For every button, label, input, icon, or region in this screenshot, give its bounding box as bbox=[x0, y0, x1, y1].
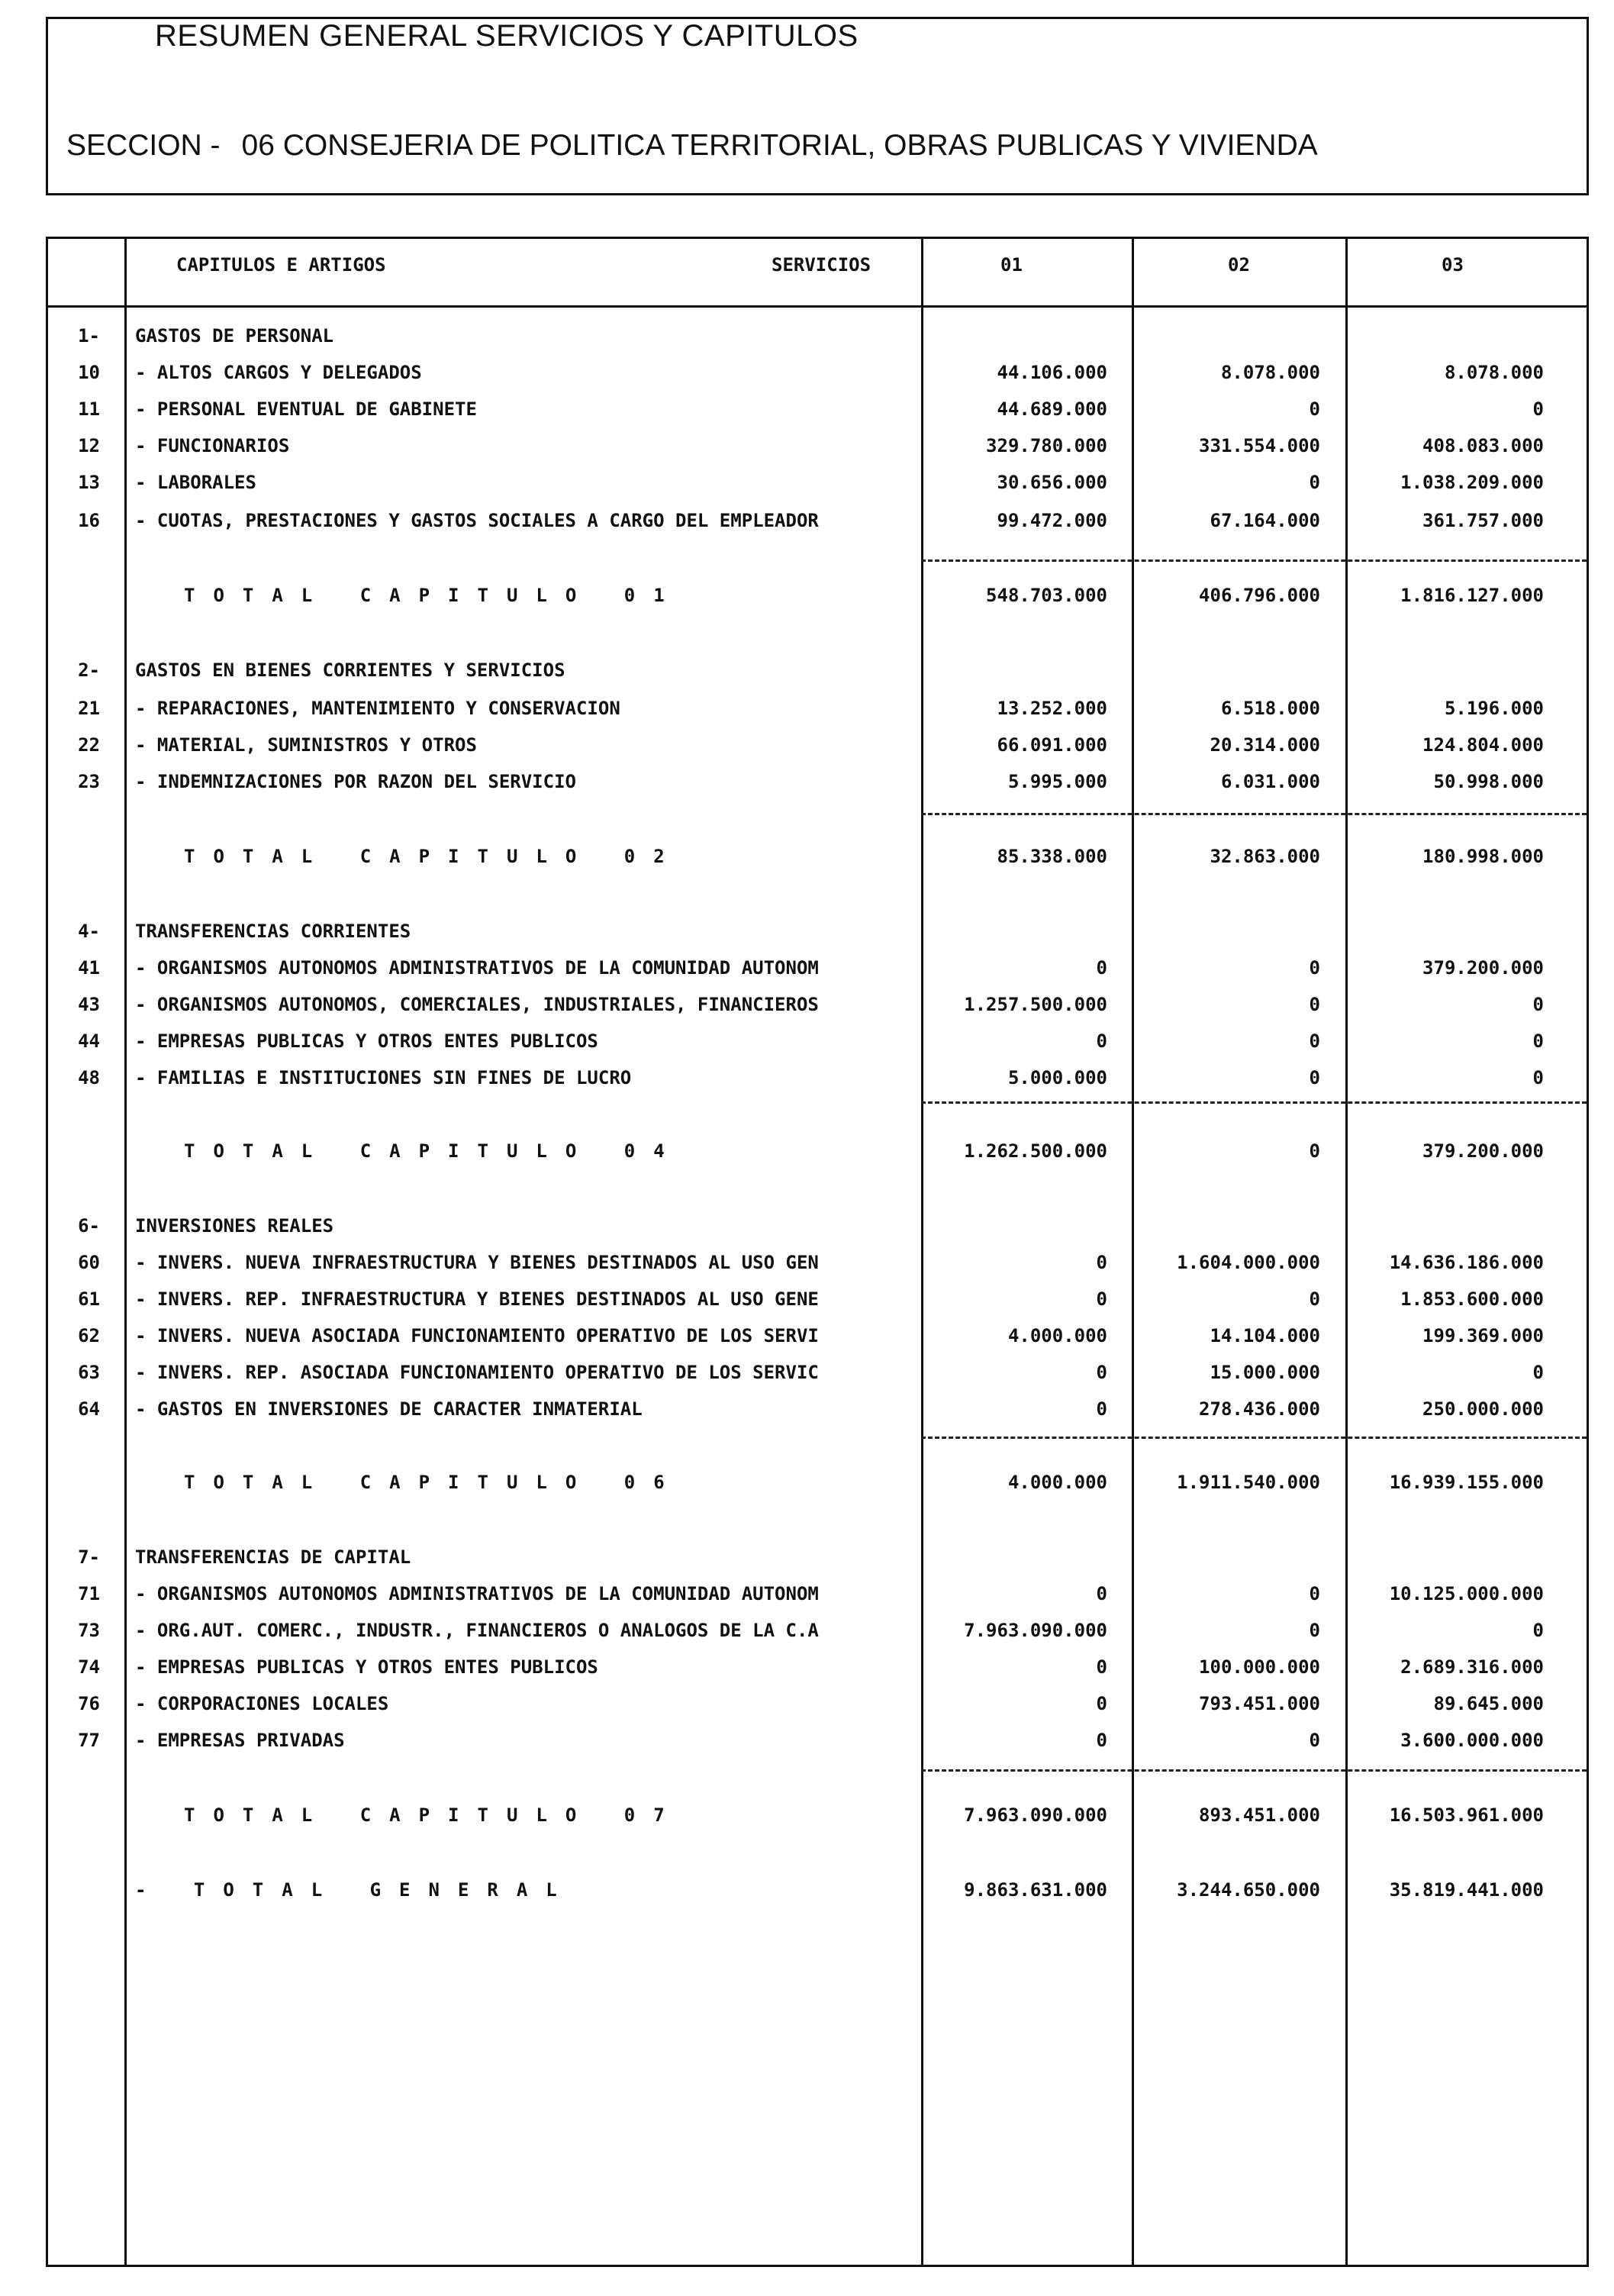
value-service-02: 0 bbox=[1309, 1067, 1320, 1088]
value-service-02: 893.451.000 bbox=[1199, 1804, 1320, 1826]
chapter-total-row bbox=[48, 1800, 1587, 1830]
row-description: - CORPORACIONES LOCALES bbox=[135, 1693, 389, 1714]
chapter-heading-row bbox=[48, 321, 1587, 351]
article-row bbox=[48, 1688, 1587, 1719]
row-description: TOTAL CAPITULO 02 bbox=[184, 846, 683, 867]
value-service-01: 66.091.000 bbox=[997, 734, 1107, 756]
value-service-01: 0 bbox=[1096, 1030, 1107, 1052]
value-service-01: 1.257.500.000 bbox=[964, 994, 1107, 1015]
article-row bbox=[48, 730, 1587, 760]
row-code: 13 bbox=[78, 472, 100, 493]
row-description: TOTAL CAPITULO 01 bbox=[184, 585, 683, 606]
row-description: TOTAL CAPITULO 06 bbox=[184, 1472, 683, 1493]
value-service-01: 0 bbox=[1096, 1288, 1107, 1310]
value-service-01: 44.106.000 bbox=[997, 362, 1107, 383]
row-code: 16 bbox=[78, 510, 100, 531]
value-service-02: 0 bbox=[1309, 398, 1320, 420]
row-description: INVERSIONES REALES bbox=[135, 1215, 334, 1237]
value-service-01: 0 bbox=[1096, 1362, 1107, 1383]
chapter-heading-row bbox=[48, 1542, 1587, 1572]
value-service-01: 99.472.000 bbox=[997, 510, 1107, 531]
article-row bbox=[48, 953, 1587, 983]
column-header-03: 03 bbox=[1442, 254, 1464, 276]
value-service-03: 180.998.000 bbox=[1422, 846, 1544, 867]
value-service-01: 7.963.090.000 bbox=[964, 1804, 1107, 1826]
article-row bbox=[48, 1247, 1587, 1278]
row-code: 22 bbox=[78, 734, 100, 756]
value-service-02: 0 bbox=[1309, 957, 1320, 979]
row-code: 43 bbox=[78, 994, 100, 1015]
article-row bbox=[48, 1284, 1587, 1314]
value-service-03: 408.083.000 bbox=[1422, 435, 1544, 456]
subtotal-separator bbox=[921, 1437, 1587, 1439]
article-row bbox=[48, 1725, 1587, 1756]
value-service-02: 0 bbox=[1309, 1583, 1320, 1604]
value-service-03: 14.636.186.000 bbox=[1389, 1252, 1544, 1273]
section-value: 06 CONSEJERIA DE POLITICA TERRITORIAL, OBRAS PUBLICAS Y VIVIENDA bbox=[241, 129, 1318, 162]
value-service-03: 10.125.000.000 bbox=[1389, 1583, 1544, 1604]
value-service-03: 361.757.000 bbox=[1422, 510, 1544, 531]
row-code: 4- bbox=[78, 921, 100, 942]
report-header bbox=[46, 17, 1589, 195]
row-description: TRANSFERENCIAS DE CAPITAL bbox=[135, 1546, 411, 1568]
row-code: 23 bbox=[78, 771, 100, 792]
subtotal-separator bbox=[921, 1101, 1587, 1104]
row-code: 71 bbox=[78, 1583, 100, 1604]
value-service-02: 100.000.000 bbox=[1199, 1656, 1320, 1678]
value-service-01: 4.000.000 bbox=[1007, 1472, 1107, 1493]
value-service-03: 35.819.441.000 bbox=[1389, 1879, 1544, 1901]
value-service-01: 7.963.090.000 bbox=[964, 1620, 1107, 1641]
chapter-heading-row bbox=[48, 655, 1587, 685]
row-code: 41 bbox=[78, 957, 100, 979]
row-description: - INDEMNIZACIONES POR RAZON DEL SERVICIO bbox=[135, 771, 576, 792]
value-service-03: 3.600.000.000 bbox=[1400, 1730, 1544, 1751]
value-service-01: 548.703.000 bbox=[986, 585, 1107, 606]
row-description: - ORGANISMOS AUTONOMOS ADMINISTRATIVOS DE LA COMUNIDAD AUTONOM bbox=[135, 1583, 819, 1604]
row-code: 63 bbox=[78, 1362, 100, 1383]
row-description: - ORG.AUT. COMERC., INDUSTR., FINANCIEROS O ANALOGOS DE LA C.A bbox=[135, 1620, 819, 1641]
row-code: 7- bbox=[78, 1546, 100, 1568]
row-code: 60 bbox=[78, 1252, 100, 1273]
row-description: - EMPRESAS PUBLICAS Y OTROS ENTES PUBLICOS bbox=[135, 1656, 598, 1678]
article-row bbox=[48, 1321, 1587, 1351]
row-code: 10 bbox=[78, 362, 100, 383]
section-line bbox=[66, 129, 1318, 163]
value-service-01: 0 bbox=[1096, 1398, 1107, 1420]
value-service-01: 0 bbox=[1096, 1583, 1107, 1604]
row-description: - FUNCIONARIOS bbox=[135, 435, 290, 456]
row-description: TOTAL CAPITULO 04 bbox=[184, 1140, 683, 1162]
row-code: 77 bbox=[78, 1730, 100, 1751]
value-service-03: 2.689.316.000 bbox=[1400, 1656, 1544, 1678]
value-service-02: 0 bbox=[1309, 1140, 1320, 1162]
row-description: - CUOTAS, PRESTACIONES Y GASTOS SOCIALES A CARGO DEL EMPLEADOR bbox=[135, 510, 819, 531]
section-label: SECCION - bbox=[66, 129, 221, 162]
value-service-01: 1.262.500.000 bbox=[964, 1140, 1107, 1162]
value-service-01: 5.995.000 bbox=[1007, 771, 1107, 792]
article-row bbox=[48, 1578, 1587, 1609]
row-code: 1- bbox=[78, 325, 100, 347]
value-service-03: 199.369.000 bbox=[1422, 1325, 1544, 1346]
value-service-01: 329.780.000 bbox=[986, 435, 1107, 456]
subtotal-separator bbox=[921, 1769, 1587, 1772]
value-service-03: 16.503.961.000 bbox=[1389, 1804, 1544, 1826]
value-service-03: 16.939.155.000 bbox=[1389, 1472, 1544, 1493]
value-service-03: 0 bbox=[1532, 398, 1544, 420]
value-service-01: 44.689.000 bbox=[997, 398, 1107, 420]
value-service-01: 30.656.000 bbox=[997, 472, 1107, 493]
value-service-03: 1.038.209.000 bbox=[1400, 472, 1544, 493]
article-row bbox=[48, 505, 1587, 536]
article-row bbox=[48, 766, 1587, 797]
value-service-01: 4.000.000 bbox=[1007, 1325, 1107, 1346]
row-description: - GASTOS EN INVERSIONES DE CARACTER INMATERIAL bbox=[135, 1398, 643, 1420]
column-header-servicios: SERVICIOS bbox=[772, 254, 871, 276]
article-row bbox=[48, 1394, 1587, 1424]
budget-table bbox=[46, 237, 1589, 2267]
chapter-total-row bbox=[48, 580, 1587, 611]
value-service-02: 0 bbox=[1309, 472, 1320, 493]
article-row bbox=[48, 394, 1587, 424]
row-description: - ORGANISMOS AUTONOMOS, COMERCIALES, INDUSTRIALES, FINANCIEROS bbox=[135, 994, 819, 1015]
row-description: - TOTAL GENERAL bbox=[135, 1879, 575, 1901]
row-description: - EMPRESAS PRIVADAS bbox=[135, 1730, 345, 1751]
row-code: 74 bbox=[78, 1656, 100, 1678]
article-row bbox=[48, 467, 1587, 498]
row-description: - INVERS. NUEVA ASOCIADA FUNCIONAMIENTO OPERATIVO DE LOS SERVI bbox=[135, 1325, 819, 1346]
value-service-03: 0 bbox=[1532, 1067, 1544, 1088]
row-description: - REPARACIONES, MANTENIMIENTO Y CONSERVACION bbox=[135, 698, 620, 719]
article-row bbox=[48, 430, 1587, 461]
value-service-02: 32.863.000 bbox=[1210, 846, 1320, 867]
article-row bbox=[48, 1357, 1587, 1388]
value-service-01: 85.338.000 bbox=[997, 846, 1107, 867]
value-service-02: 6.031.000 bbox=[1220, 771, 1320, 792]
row-description: - FAMILIAS E INSTITUCIONES SIN FINES DE LUCRO bbox=[135, 1067, 632, 1088]
value-service-01: 0 bbox=[1096, 1656, 1107, 1678]
value-service-03: 5.196.000 bbox=[1444, 698, 1544, 719]
value-service-01: 0 bbox=[1096, 1730, 1107, 1751]
chapter-total-row bbox=[48, 1467, 1587, 1498]
row-description: GASTOS EN BIENES CORRIENTES Y SERVICIOS bbox=[135, 659, 565, 681]
value-service-02: 20.314.000 bbox=[1210, 734, 1320, 756]
value-service-02: 278.436.000 bbox=[1199, 1398, 1320, 1420]
value-service-01: 0 bbox=[1096, 1693, 1107, 1714]
value-service-03: 0 bbox=[1532, 994, 1544, 1015]
row-description: - INVERS. REP. ASOCIADA FUNCIONAMIENTO OPERATIVO DE LOS SERVIC bbox=[135, 1362, 819, 1383]
row-description: - EMPRESAS PUBLICAS Y OTROS ENTES PUBLICOS bbox=[135, 1030, 598, 1052]
value-service-01: 13.252.000 bbox=[997, 698, 1107, 719]
value-service-02: 0 bbox=[1309, 994, 1320, 1015]
value-service-02: 793.451.000 bbox=[1199, 1693, 1320, 1714]
article-row bbox=[48, 989, 1587, 1020]
row-code: 73 bbox=[78, 1620, 100, 1641]
value-service-02: 15.000.000 bbox=[1210, 1362, 1320, 1383]
row-description: GASTOS DE PERSONAL bbox=[135, 325, 334, 347]
value-service-02: 0 bbox=[1309, 1620, 1320, 1641]
value-service-03: 89.645.000 bbox=[1433, 1693, 1544, 1714]
chapter-total-row bbox=[48, 1136, 1587, 1166]
article-row bbox=[48, 1652, 1587, 1682]
value-service-03: 8.078.000 bbox=[1444, 362, 1544, 383]
subtotal-separator bbox=[921, 813, 1587, 815]
value-service-02: 3.244.650.000 bbox=[1177, 1879, 1320, 1901]
value-service-01: 0 bbox=[1096, 1252, 1107, 1273]
value-service-01: 9.863.631.000 bbox=[964, 1879, 1107, 1901]
value-service-03: 250.000.000 bbox=[1422, 1398, 1544, 1420]
report-title: RESUMEN GENERAL SERVICIOS Y CAPITULOS bbox=[155, 19, 859, 53]
row-code: 12 bbox=[78, 435, 100, 456]
value-service-02: 331.554.000 bbox=[1199, 435, 1320, 456]
row-description: TOTAL CAPITULO 07 bbox=[184, 1804, 683, 1826]
article-row bbox=[48, 1063, 1587, 1093]
value-service-02: 14.104.000 bbox=[1210, 1325, 1320, 1346]
column-header-01: 01 bbox=[1000, 254, 1023, 276]
value-service-01: 5.000.000 bbox=[1007, 1067, 1107, 1088]
chapter-heading-row bbox=[48, 916, 1587, 946]
value-service-03: 0 bbox=[1532, 1620, 1544, 1641]
value-service-03: 50.998.000 bbox=[1433, 771, 1544, 792]
value-service-02: 8.078.000 bbox=[1220, 362, 1320, 383]
subtotal-separator bbox=[921, 559, 1587, 562]
row-code: 48 bbox=[78, 1067, 100, 1088]
chapter-heading-row bbox=[48, 1211, 1587, 1241]
row-code: 61 bbox=[78, 1288, 100, 1310]
row-code: 2- bbox=[78, 659, 100, 681]
row-description: - MATERIAL, SUMINISTROS Y OTROS bbox=[135, 734, 477, 756]
value-service-03: 0 bbox=[1532, 1030, 1544, 1052]
article-row bbox=[48, 1026, 1587, 1056]
chapter-total-row bbox=[48, 841, 1587, 872]
row-description: TRANSFERENCIAS CORRIENTES bbox=[135, 921, 411, 942]
row-code: 21 bbox=[78, 698, 100, 719]
value-service-02: 0 bbox=[1309, 1030, 1320, 1052]
value-service-02: 1.604.000.000 bbox=[1177, 1252, 1320, 1273]
value-service-02: 0 bbox=[1309, 1288, 1320, 1310]
column-header-capitulos: CAPITULOS E ARTIGOS bbox=[176, 254, 386, 276]
value-service-02: 1.911.540.000 bbox=[1177, 1472, 1320, 1493]
value-service-02: 406.796.000 bbox=[1199, 585, 1320, 606]
row-code: 64 bbox=[78, 1398, 100, 1420]
value-service-02: 67.164.000 bbox=[1210, 510, 1320, 531]
value-service-03: 379.200.000 bbox=[1422, 1140, 1544, 1162]
row-description: - ORGANISMOS AUTONOMOS ADMINISTRATIVOS DE LA COMUNIDAD AUTONOM bbox=[135, 957, 819, 979]
value-service-03: 124.804.000 bbox=[1422, 734, 1544, 756]
value-service-03: 1.816.127.000 bbox=[1400, 585, 1544, 606]
value-service-03: 1.853.600.000 bbox=[1400, 1288, 1544, 1310]
value-service-01: 0 bbox=[1096, 957, 1107, 979]
header-separator bbox=[48, 305, 1587, 308]
row-description: - ALTOS CARGOS Y DELEGADOS bbox=[135, 362, 422, 383]
row-code: 11 bbox=[78, 398, 100, 420]
row-code: 76 bbox=[78, 1693, 100, 1714]
article-row bbox=[48, 357, 1587, 388]
value-service-02: 0 bbox=[1309, 1730, 1320, 1751]
article-row bbox=[48, 1615, 1587, 1646]
value-service-03: 0 bbox=[1532, 1362, 1544, 1383]
column-header-02: 02 bbox=[1228, 254, 1250, 276]
row-code: 6- bbox=[78, 1215, 100, 1237]
article-row bbox=[48, 693, 1587, 724]
value-service-02: 6.518.000 bbox=[1220, 698, 1320, 719]
row-description: - INVERS. REP. INFRAESTRUCTURA Y BIENES DESTINADOS AL USO GENE bbox=[135, 1288, 819, 1310]
grand-total-row bbox=[48, 1875, 1587, 1905]
value-service-03: 379.200.000 bbox=[1422, 957, 1544, 979]
row-description: - INVERS. NUEVA INFRAESTRUCTURA Y BIENES DESTINADOS AL USO GEN bbox=[135, 1252, 819, 1273]
row-description: - PERSONAL EVENTUAL DE GABINETE bbox=[135, 398, 477, 420]
row-description: - LABORALES bbox=[135, 472, 256, 493]
row-code: 44 bbox=[78, 1030, 100, 1052]
row-code: 62 bbox=[78, 1325, 100, 1346]
